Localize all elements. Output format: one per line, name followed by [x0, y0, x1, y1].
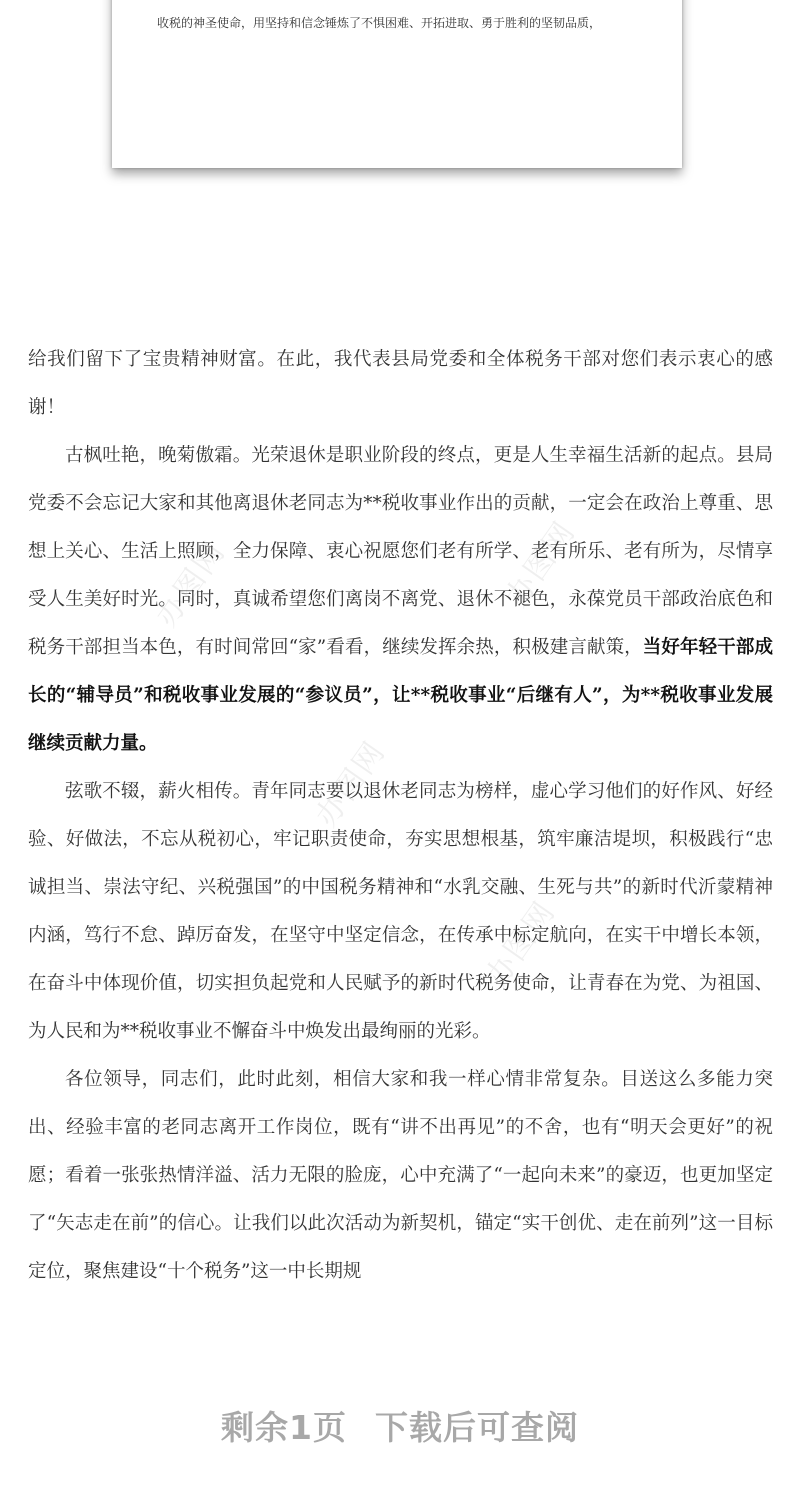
document-preview-card: [112, 0, 682, 168]
paragraph: [28, 432, 773, 768]
download-to-view-label[interactable]: 下载后可查阅: [374, 1408, 579, 1447]
download-prompt[interactable]: [0, 1402, 800, 1449]
document-body: [28, 336, 773, 1296]
paragraph: 各位领导，同志们，此时此刻，相信大家和我一样心情非常复杂。目送这么多能力突出、经验丰富的老同志离开工作岗位，既有“讲不出再见”的不舍，也有“明天会更好”的祝愿；看着一张张热情洋溢、活力无限的脸庞，心中充满了“一起向未来”的豪迈，也更加坚定了“矢志走在前”的信心。让我们以此次活动为新契机，锚定“实干创优、走在前列”这一目标定位，聚焦建设“十个税务”这一中长期规: [28, 1069, 773, 1282]
paragraph-bold-text: 当好年轻干部成长的“辅导员”和税收事业发展的“参议员”，让**税收事业“后继有人”，为**税收事业发展继续贡献力量。: [28, 637, 773, 754]
watermark: 办图网: [499, 514, 583, 614]
preview-line: [157, 0, 642, 8]
remaining-pages-label: 剩余1页: [221, 1408, 347, 1447]
preview-text: [157, 0, 642, 38]
watermark: 办图网: [309, 734, 393, 834]
watermark: 办图网: [479, 894, 563, 994]
paragraph: 给我们留下了宝贵精神财富。在此，我代表县局党委和全体税务干部对您们表示衷心的感谢！: [28, 349, 773, 418]
paragraph: 弦歌不辍，薪火相传。青年同志要以退休老同志为榜样，虚心学习他们的好作风、好经验、好做法，不忘从税初心，牢记职责使命，夯实思想根基，筑牢廉洁堤坝，积极践行“忠诚担当、崇法守纪、兴税强国”的中国税务精神和“水乳交融、生死与共”的新时代沂蒙精神内涵，笃行不怠、踔厉奋发，在坚守中坚定信念，在传承中标定航向，在实干中增长本领，在奋斗中体现价值，切实担负起党和人民赋予的新时代税务使命，让青春在为党、为祖国、为人民和为**税收事业不懈奋斗中焕发出最绚丽的光彩。: [28, 781, 773, 1042]
paragraph-text: 古枫吐艳，晚菊傲霜。光荣退休是职业阶段的终点，更是人生幸福生活新的起点。县局党委不会忘记大家和其他离退休老同志为**税收事业作出的贡献，一定会在政治上尊重、思想上关心、生活上照顾，全力保障、衷心祝愿您们老有所学、老有所乐、老有所为，尽情享受人生美好时光。同时，真诚希望您们离岗不离党、退休不褪色，永葆党员干部政治底色和税务干部担当本色，有时间常回“家”看看，继续发挥余热，积极建言献策，: [28, 445, 773, 658]
preview-line: 收税的神圣使命，用坚持和信念锤炼了不惧困难、开拓进取、勇于胜利的坚韧品质，: [157, 16, 602, 30]
watermark: 办图网: [149, 534, 233, 634]
